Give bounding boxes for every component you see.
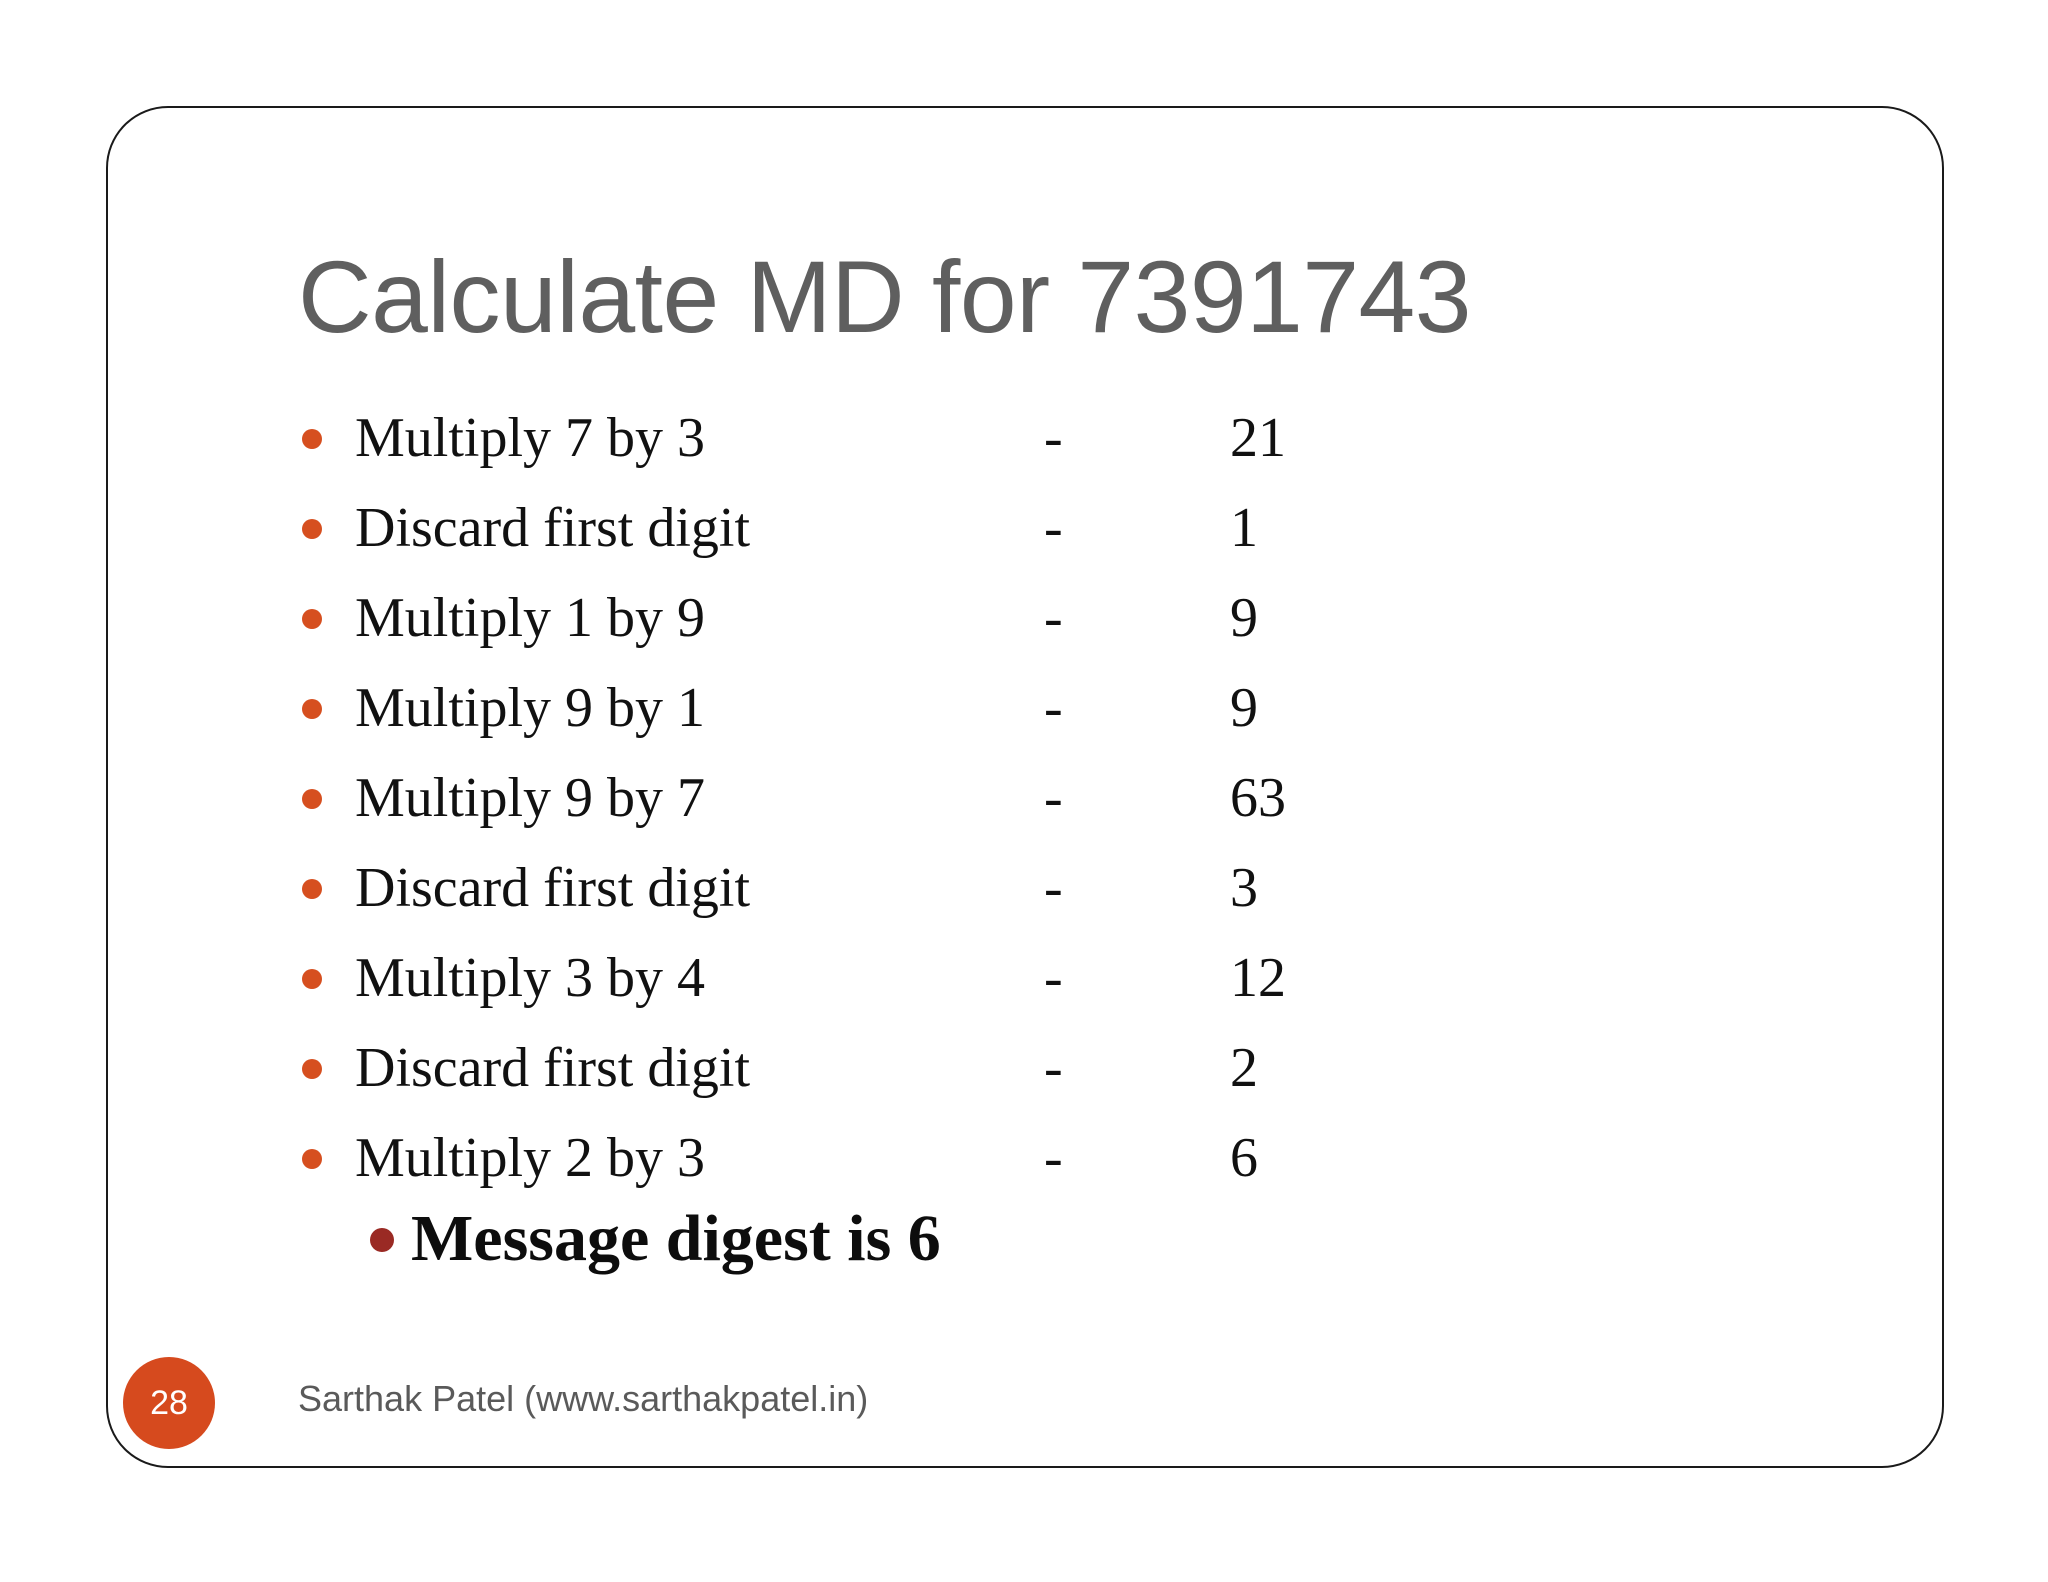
step-dash: -	[1044, 677, 1063, 739]
step-dash: -	[1044, 947, 1063, 1009]
step-result: 63	[1230, 767, 1286, 829]
list-item	[0, 677, 1600, 770]
list-item	[0, 587, 1600, 680]
step-text: Discard first digit	[355, 497, 751, 559]
list-item	[0, 1037, 1600, 1130]
slide-title: Calculate MD for 7391743	[298, 240, 1472, 354]
conclusion	[0, 1202, 1600, 1296]
step-result: 9	[1230, 587, 1258, 649]
step-text: Multiply 9 by 7	[355, 767, 706, 829]
step-result: 6	[1230, 1127, 1258, 1189]
list-item	[0, 407, 1600, 500]
step-dash: -	[1044, 587, 1063, 649]
bullet-icon	[302, 519, 322, 539]
step-result: 21	[1230, 407, 1286, 469]
step-text: Discard first digit	[355, 857, 751, 919]
bullet-icon	[302, 969, 322, 989]
bullet-icon	[302, 879, 322, 899]
step-result: 9	[1230, 677, 1258, 739]
bullet-icon	[302, 1149, 322, 1169]
step-result: 2	[1230, 1037, 1258, 1099]
step-dash: -	[1044, 407, 1063, 469]
bullet-icon	[302, 609, 322, 629]
step-text: Discard first digit	[355, 1037, 751, 1099]
step-dash: -	[1044, 767, 1063, 829]
step-text: Multiply 9 by 1	[355, 677, 706, 739]
step-result: 1	[1230, 497, 1258, 559]
bullet-icon	[302, 1059, 322, 1079]
list-item	[0, 857, 1600, 950]
step-dash: -	[1044, 497, 1063, 559]
bullet-icon	[302, 699, 322, 719]
bullet-icon	[370, 1228, 394, 1252]
page-number: 28	[150, 1383, 188, 1422]
step-result: 3	[1230, 857, 1258, 919]
list-item	[0, 767, 1600, 860]
step-result: 12	[1230, 947, 1286, 1009]
step-dash: -	[1044, 1127, 1063, 1189]
conclusion-text: Message digest is 6	[411, 1202, 941, 1275]
step-dash: -	[1044, 857, 1063, 919]
bullet-icon	[302, 429, 322, 449]
bullet-icon	[302, 789, 322, 809]
step-text: Multiply 2 by 3	[355, 1127, 706, 1189]
step-text: Multiply 3 by 4	[355, 947, 706, 1009]
list-item	[0, 947, 1600, 1040]
footer-credit: Sarthak Patel (www.sarthakpatel.in)	[298, 1378, 869, 1419]
list-item	[0, 497, 1600, 590]
step-text: Multiply 1 by 9	[355, 587, 706, 649]
step-dash: -	[1044, 1037, 1063, 1099]
step-text: Multiply 7 by 3	[355, 407, 706, 469]
page-number-badge	[123, 1357, 215, 1449]
